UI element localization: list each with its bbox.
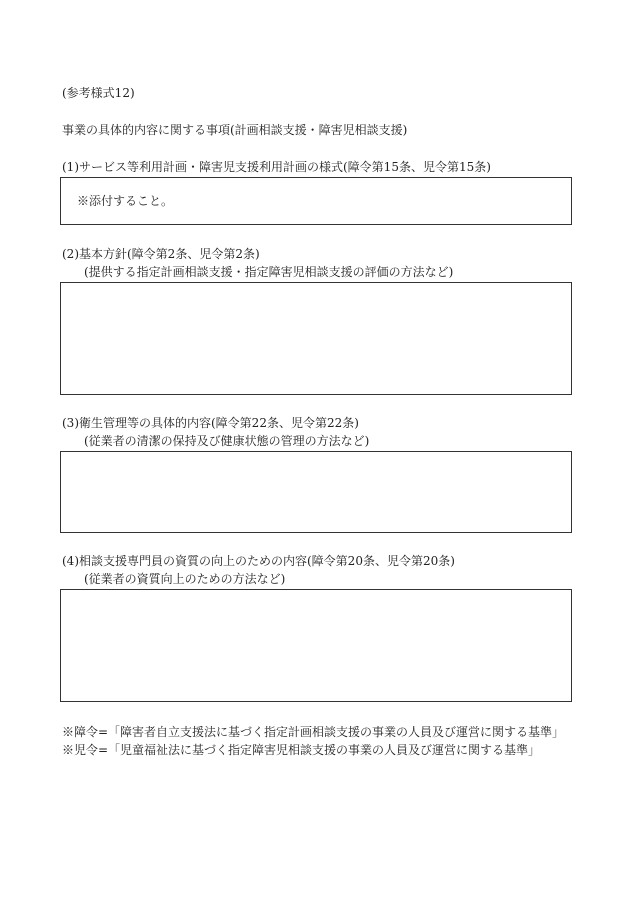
section-1-input-box[interactable]	[60, 177, 572, 225]
section-2-heading: (2)基本方針(障令第2条、児令第2条)	[62, 247, 260, 261]
section-3-input-box[interactable]	[60, 451, 572, 533]
section-2-input-box[interactable]	[60, 282, 572, 395]
section-4-subheading: (従業者の資質向上のための方法など)	[84, 572, 286, 586]
document-title: 事業の具体的内容に関する事項(計画相談支援・障害児相談支援)	[62, 123, 408, 137]
section-1-box-text: ※添付すること。	[77, 194, 174, 208]
section-1-heading: (1)サービス等利用計画・障害児支援利用計画の様式(障令第15条、児令第15条)	[62, 160, 491, 174]
form-reference-label: (参考様式12)	[62, 86, 135, 100]
note-jirei-definition: ※児令=「児童福祉法に基づく指定障害児相談支援の事業の人員及び運営に関する基準」	[62, 743, 541, 757]
section-4-heading: (4)相談支援専門員の資質の向上のための内容(障令第20条、児令第20条)	[62, 554, 455, 568]
section-4-input-box[interactable]	[60, 589, 572, 702]
section-2-subheading: (提供する指定計画相談支援・指定障害児相談支援の評価の方法など)	[84, 265, 454, 279]
note-shorei-definition: ※障令=「障害者自立支援法に基づく指定計画相談支援の事業の人員及び運営に関する基準」	[62, 725, 565, 739]
section-3-heading: (3)衛生管理等の具体的内容(障令第22条、児令第22条)	[62, 416, 359, 430]
section-3-subheading: (従業者の清潔の保持及び健康状態の管理の方法など)	[84, 434, 370, 448]
